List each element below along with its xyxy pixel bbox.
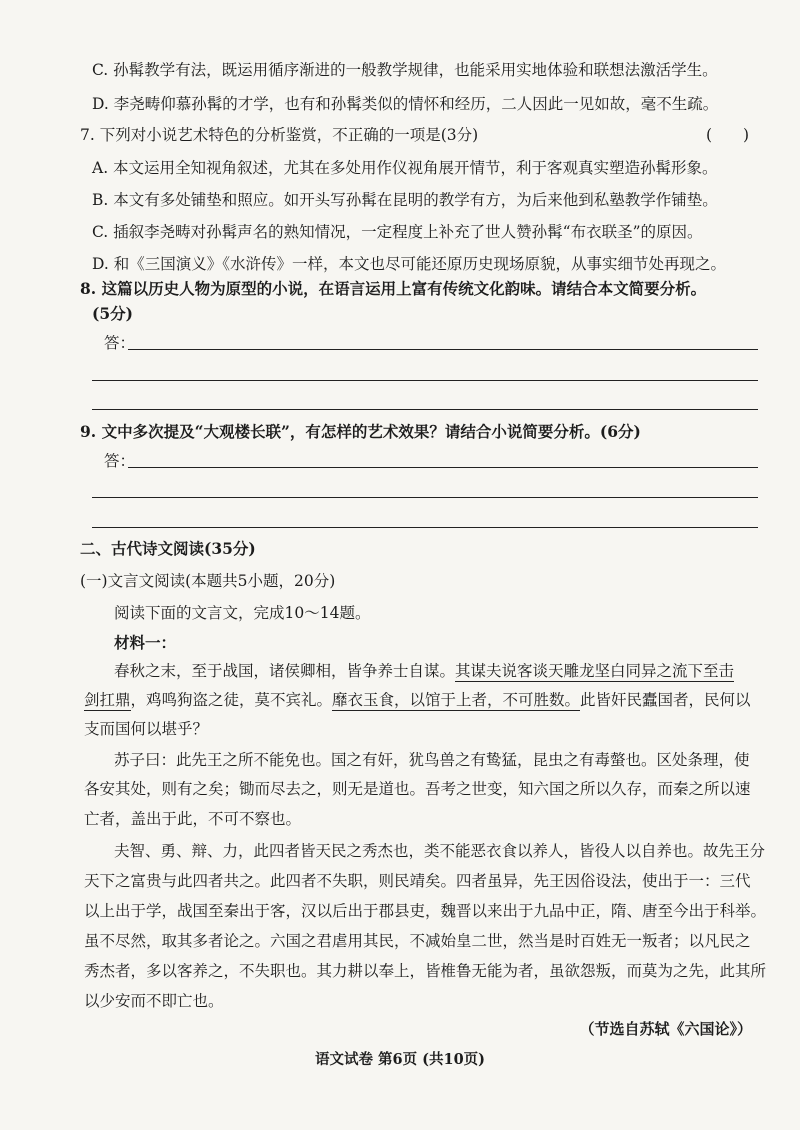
q9-answer-line-3[interactable]	[92, 527, 758, 528]
passage-p3-line2: 天下之富贵与此四者共之。此四者不失职，则民靖矣。四者虽异，先王因俗设法，使出于一：三代	[84, 872, 751, 890]
passage-p1-line1	[114, 660, 734, 682]
q7-option-b: B. 本文有多处铺垫和照应。如开头写孙髯在昆明的教学有方，为后来他到私塾教学作铺垫。	[92, 191, 718, 209]
material-label: 材料一：	[114, 633, 177, 652]
passage-p1-line2-b: ，鸡鸣狗盗之徒，莫不宾礼。	[130, 691, 333, 709]
q8-answer-label: 答：	[104, 334, 136, 352]
q7-option-d: D. 和《三国演义》《水浒传》一样，本文也尽可能还原历史现场原貌，从事实细节处再现之。	[92, 255, 726, 273]
passage-p3-line5: 秀杰者，多以客养之，不失职也。其力耕以奉上，皆椎鲁无能为者，虽欲怨叛，而莫为之先，此其所	[84, 962, 767, 980]
q7-option-c: C. 插叙李尧畴对孙髯声名的熟知情况，一定程度上补充了世人赞孙髯“布衣联圣”的原因。	[92, 223, 703, 241]
q7-option-a: A. 本文运用全知视角叙述，尤其在多处用作仪视角展开情节，利于客观真实塑造孙髯形象。	[92, 159, 718, 177]
q8-answer-line-2[interactable]	[92, 380, 758, 381]
passage-p1-line2-underlined-c: 靡衣玉食，以馆于上者，不可胜数。	[332, 691, 581, 709]
q8-answer-line-1[interactable]	[128, 349, 758, 350]
page-footer: 语文试卷 第6页 (共10页)	[314, 1051, 486, 1068]
q7-answer-paren[interactable]: ( )	[706, 126, 750, 144]
reading-instruction: 阅读下面的文言文，完成10～14题。	[114, 604, 371, 622]
passage-p3-line3: 以上出于学，战国至秦出于客，汉以后出于郡县吏，魏晋以来出于九品中正，隋、唐至今出于科举。	[84, 902, 767, 920]
q9-answer-row[interactable]	[92, 450, 762, 472]
subsection-heading: (一)文言文阅读(本题共5小题，20分)	[80, 572, 336, 590]
passage-p2-line3: 亡者，盖出于此，不可不察也。	[84, 810, 302, 828]
passage-p3-line1: 夫智、勇、辩、力，此四者皆天民之秀杰也，类不能恶衣食以养人，皆役人以自养也。故先王分	[114, 842, 766, 860]
q8-stem: 8. 这篇以历史人物为原型的小说，在语言运用上富有传统文化韵味。请结合本文简要分析。	[80, 279, 707, 298]
passage-p1-line2-underlined-a: 剑扛鼎	[84, 691, 131, 709]
q9-answer-line-2[interactable]	[92, 497, 758, 498]
q8-answer-row[interactable]	[92, 332, 762, 354]
passage-p3-line6: 以少安而不即亡也。	[84, 992, 224, 1010]
passage-p1-line1-underlined: 其谋夫说客谈天雕龙坚白同异之流下至击	[455, 662, 735, 680]
q9-stem: 9. 文中多次提及“大观楼长联”，有怎样的艺术效果？请结合小说简要分析。(6分)	[80, 422, 641, 441]
q9-answer-line-1[interactable]	[128, 467, 758, 468]
passage-p1-line3: 支而国何以堪乎？	[84, 720, 209, 738]
passage-p1-line1-a: 春秋之末，至于战国，诸侯卿相，皆争养士自谋。	[114, 662, 456, 680]
passage-p2-line1: 苏子曰：此先王之所不能免也。国之有奸，犹鸟兽之有鸷猛，昆虫之有毒螫也。区处条理，使	[114, 751, 750, 769]
passage-p2-line2: 各安其处，则有之矣；锄而尽去之，则无是道也。吾考之世变，知六国之所以久存，而秦之所以速	[84, 780, 751, 798]
q8-points: (5分)	[92, 304, 133, 323]
passage-p1-line2	[84, 689, 751, 711]
passage-p3-line4: 虽不尽然，取其多者论之。六国之君虐用其民，不减始皇二世，然当是时百姓无一叛者；以凡民之	[84, 932, 751, 950]
section-heading: 二、古代诗文阅读(35分)	[80, 539, 256, 558]
passage-p1-line2-d: 此皆奸民蠹国者，民何以	[580, 691, 751, 709]
q8-answer-line-3[interactable]	[92, 409, 758, 410]
passage-source: （节选自苏轼《六国论》）	[579, 1020, 752, 1038]
q6-option-d: D. 李尧畴仰慕孙髯的才学，也有和孙髯类似的情怀和经历，二人因此一见如故，毫不生疏。	[92, 95, 719, 113]
q9-answer-label: 答：	[104, 452, 136, 470]
q6-option-c: C. 孙髯教学有法，既运用循序渐进的一般教学规律，也能采用实地体验和联想法激活学生。	[92, 61, 718, 79]
q7-stem: 7. 下列对小说艺术特色的分析鉴赏，不正确的一项是(3分)	[80, 126, 479, 144]
